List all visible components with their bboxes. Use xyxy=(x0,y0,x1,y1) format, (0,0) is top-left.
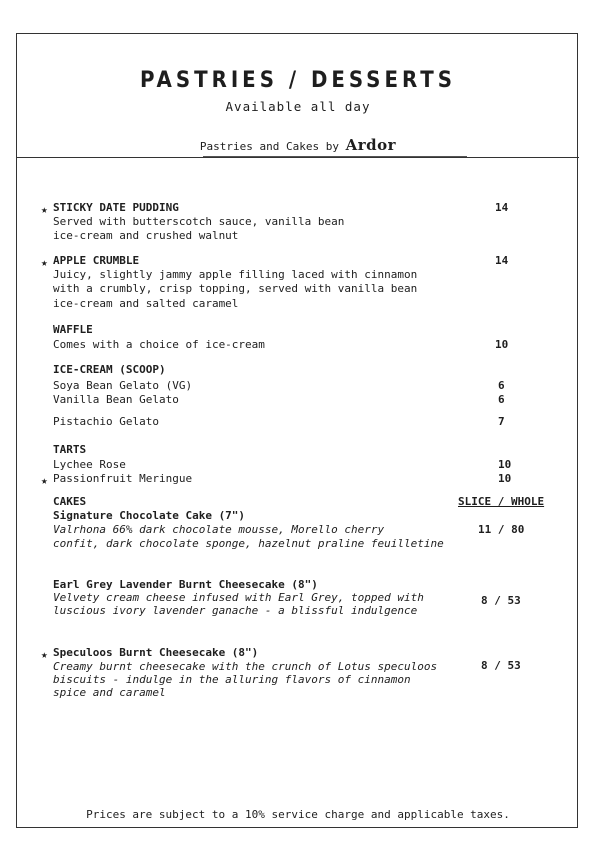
item-price: 10 xyxy=(498,472,512,485)
item-name: Signature Chocolate Cake (7") xyxy=(53,509,246,522)
item-price: 6 xyxy=(498,379,505,392)
item-description: Valrhona 66% dark chocolate mousse, Morello cherry xyxy=(53,523,385,536)
item-name: Vanilla Bean Gelato xyxy=(53,393,179,406)
item-description: Comes with a choice of ice-cream xyxy=(53,338,265,351)
star-icon: ★ xyxy=(41,648,48,661)
footer-note: Prices are subject to a 10% service charge and applicable taxes. xyxy=(86,808,510,821)
item-name: Earl Grey Lavender Burnt Cheesecake (8") xyxy=(53,578,318,591)
item-price: 6 xyxy=(498,393,505,406)
item-description: spice and caramel xyxy=(53,686,166,699)
item-name: Passionfruit Meringue xyxy=(53,472,193,485)
item-description: confit, dark chocolate sponge, hazelnut praline feuilletine xyxy=(53,537,444,550)
item-name: Speculoos Burnt Cheesecake (8") xyxy=(53,646,259,659)
star-icon: ★ xyxy=(41,256,48,269)
item-description: with a crumbly, crisp topping, served with vanilla bean xyxy=(53,282,418,295)
byline-prefix: Pastries and Cakes by xyxy=(199,140,339,153)
item-price: 8 / 53 xyxy=(481,594,521,607)
byline xyxy=(0,136,596,154)
price-column-header: SLICE / WHOLE xyxy=(458,495,545,508)
item-description: Creamy burnt cheesecake with the crunch of Lotus speculoos xyxy=(53,660,438,673)
item-name: Soya Bean Gelato (VG) xyxy=(53,379,193,392)
item-description: Served with butterscotch sauce, vanilla bean xyxy=(53,215,345,228)
section-heading-icecream: ICE-CREAM (SCOOP) xyxy=(53,363,166,376)
item-name: APPLE CRUMBLE xyxy=(53,254,140,267)
item-name: Pistachio Gelato xyxy=(53,415,159,428)
item-name: Lychee Rose xyxy=(53,458,126,471)
item-name: STICKY DATE PUDDING xyxy=(53,201,179,214)
item-price: 10 xyxy=(498,458,512,471)
header-divider xyxy=(16,157,579,158)
section-heading-cakes: CAKES xyxy=(53,495,87,508)
byline-underline xyxy=(203,156,467,157)
item-description: biscuits - indulge in the alluring flavors of cinnamon xyxy=(53,673,411,686)
item-description: ice-cream and salted caramel xyxy=(53,297,239,310)
brand-logo: Ardor xyxy=(345,136,397,154)
item-price: 8 / 53 xyxy=(481,659,521,672)
item-price: 7 xyxy=(498,415,505,428)
star-icon: ★ xyxy=(41,203,48,216)
item-description: luscious ivory lavender ganache - a blissful indulgence xyxy=(53,604,418,617)
page-subtitle: Available all day xyxy=(225,99,371,114)
section-heading-tarts: TARTS xyxy=(53,443,87,456)
page-title: PASTRIES / DESSERTS xyxy=(140,68,456,93)
item-price: 11 / 80 xyxy=(478,523,525,536)
item-description: Velvety cream cheese infused with Earl Grey, topped with xyxy=(53,591,424,604)
item-price: 10 xyxy=(495,338,509,351)
star-icon: ★ xyxy=(41,474,48,487)
item-description: ice-cream and crushed walnut xyxy=(53,229,239,242)
item-price: 14 xyxy=(495,201,509,214)
item-description: Juicy, slightly jammy apple filling laced with cinnamon xyxy=(53,268,418,281)
item-name: WAFFLE xyxy=(53,323,93,336)
item-price: 14 xyxy=(495,254,509,267)
